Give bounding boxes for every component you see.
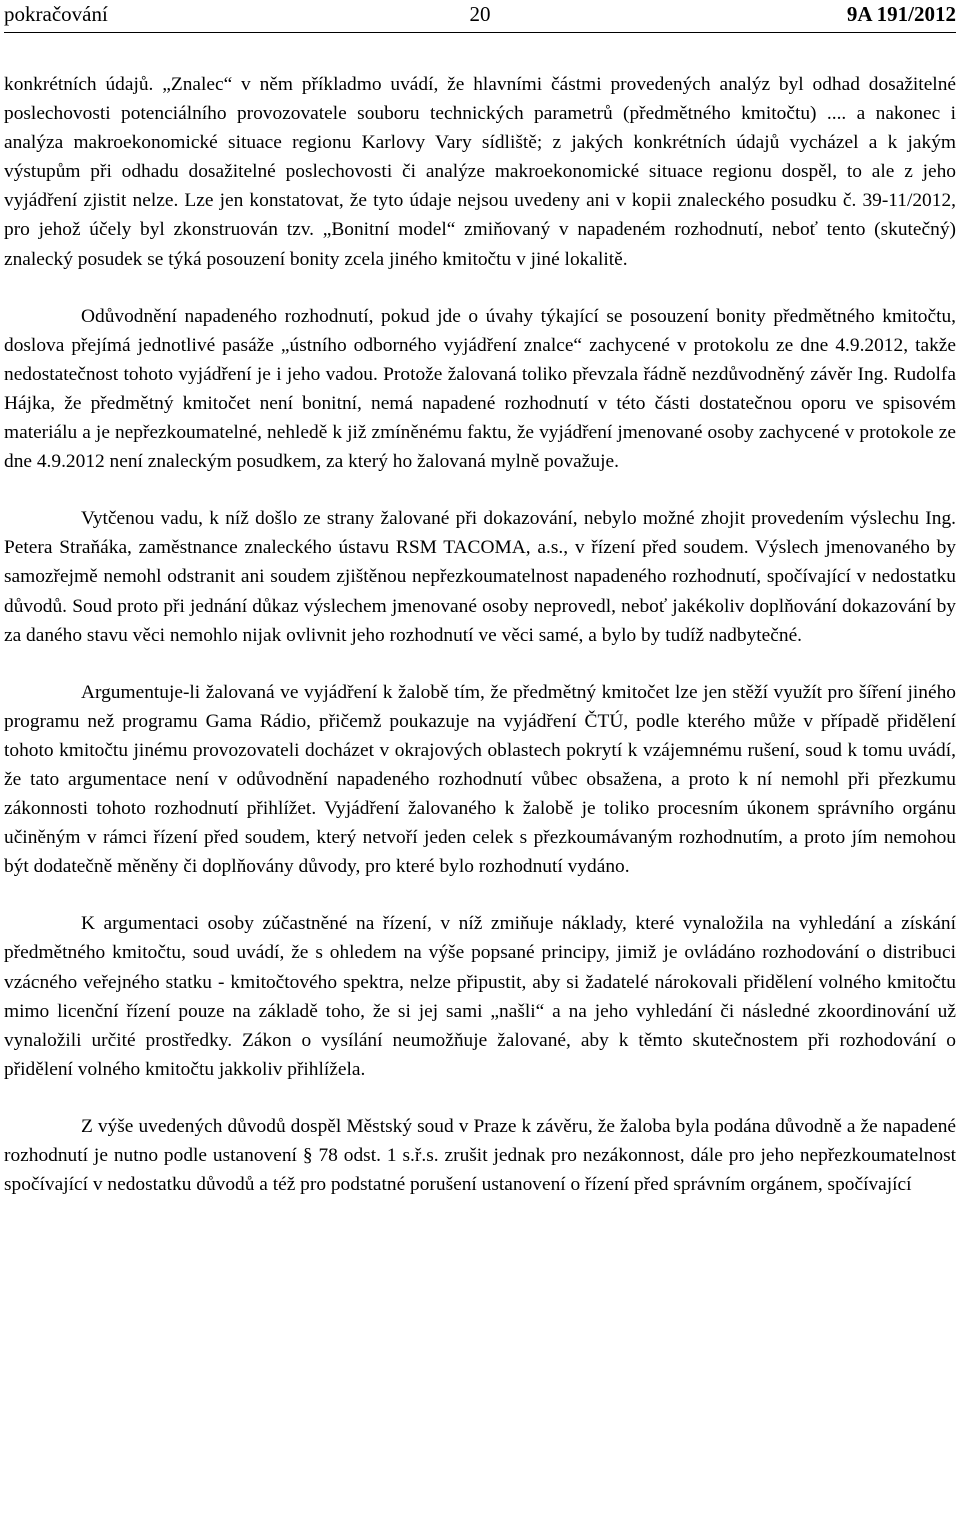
page-header (4, 0, 956, 34)
header-rule (4, 32, 956, 33)
paragraph-4: Argumentuje-li žalovaná ve vyjádření k žalobě tím, že předmětný kmitočet lze jen stěží využít pro šíření jiného programu než programu Gama Rádio, přičemž poukazuje na vyjádření ČTÚ, podle kterého může v případě přidělení tohoto kmitočtu jinému provozovateli docházet v okrajových oblastech pokrytí k vzájemnému rušení, soud k tomu uvádí, že tato argumentace není v odůvodnění napadeného rozhodnutí vůbec obsažena, a proto k ní nemohl při přezkumu zákonnosti tohoto rozhodnutí přihlížet. Vyjádření žalovaného k žalobě je toliko procesním úkonem správního orgánu učiněným v rámci řízení před soudem, který netvoří jeden celek s přezkoumávaným rozhodnutím, a proto jím nemohou být dodatečně měněny či doplňovány důvody, pro které bylo rozhodnutí vydáno. (4, 681, 956, 878)
paragraph-2: Odůvodnění napadeného rozhodnutí, pokud jde o úvahy týkající se posouzení bonity předmětného kmitočtu, doslova přejímá jednotlivé pasáže „ústního odborného vyjádření znalce“ zachycené v protokolu ze dne 4.9.2012, takže nedostatečnost tohoto vyjádření je i jeho vadou. Protože žalovaná toliko převzala řádně nezdůvodněný závěr Ing. Rudolfa Hájka, že předmětný kmitočet není bonitní, nemá napadené rozhodnutí v této části dostatečnou oporu ve spisovém materiálu a je nepřezkoumatelné, nehledě k již zmíněnému faktu, že vyjádření jmenované osoby zachycené v protokole ze dne 4.9.2012 není znaleckým posudkem, za který ho žalovaná mylně považuje. (4, 305, 956, 473)
header-case-number: 9A 191/2012 (846, 2, 956, 26)
header-page-number: 20 (469, 2, 491, 26)
paragraph-3: Vytčenou vadu, k níž došlo ze strany žalované při dokazování, nebylo možné zhojit provedením výslechu Ing. Petera Straňáka, zaměstnance znaleckého ústavu RSM TACOMA, a.s., v řízení před soudem. Výslech jmenovaného by samozřejmě nemohl odstranit ani soudem zjištěnou nepřezkoumatelnost napadeného rozhodnutí, spočívající v nedostatku důvodů. Soud proto při jednání důkaz výslechem jmenované osoby neprovedl, neboť jakékoliv doplňování dokazování by za daného stavu věci nemohlo nijak ovlivnit jeho rozhodnutí ve věci samé, a bylo by tudíž nadbytečné. (4, 508, 956, 646)
paragraph-1: konkrétních údajů. „Znalec“ v něm příkladmo uvádí, že hlavními částmi provedených analýz byl odhad dosažitelné poslechovosti potenciálního provozovatele souboru technických parametrů (předmětného kmitočtu) .... a nakonec i analýza makroekonomické situace regionu Karlovy Vary sídliště; z jakých konkrétních údajů vycházel a k jakým výstupům při odhadu dosažitelné poslechovosti či analýze makroekonomické situace regionu dospěl, to ale z jeho vyjádření zjistit nelze. Lze jen konstatovat, že tyto údaje nejsou uvedeny ani v kopii znaleckého posudku č. 39-11/2012, pro jehož účely byl zkonstruován tzv. „Bonitní model“ zmiňovaný v napadeném rozhodnutí, neboť tento (skutečný) znalecký posudek se týká posouzení bonity zcela jiného kmitočtu v jiné lokalitě. (4, 74, 956, 270)
paragraph-5: K argumentaci osoby zúčastněné na řízení, v níž zmiňuje náklady, které vynaložila na vyhledání a získání předmětného kmitočtu, soud uvádí, že s ohledem na výše popsané principy, jimiž je ovládáno rozhodování o distribuci vzácného veřejného statku - kmitočtového spektra, nelze připustit, aby si žadatelé nárokovali přidělení volného kmitočtu mimo licenční řízení pouze na základě toho, že si jej sami „našli“ a na jeho vyhledání či následné zkoordinování už vynaložili určité prostředky. Zákon o vysílání neumožňuje žalované, aby k těmto skutečnostem při rozhodování o přidělení volného kmitočtu jakkoliv přihlížela. (4, 913, 956, 1080)
document-body (4, 70, 956, 1199)
paragraph-6: Z výše uvedených důvodů dospěl Městský soud v Praze k závěru, že žaloba byla podána důvodně a že napadené rozhodnutí je nutno podle ustanovení § 78 odst. 1 s.ř.s. zrušit jednak pro nezákonnost, dále pro jeho nepřezkoumatelnost spočívající v nedostatku důvodů a též pro podstatné porušení ustanovení o řízení před správním orgánem, spočívající (4, 1115, 956, 1196)
header-continuation-label: pokračování (4, 2, 108, 26)
